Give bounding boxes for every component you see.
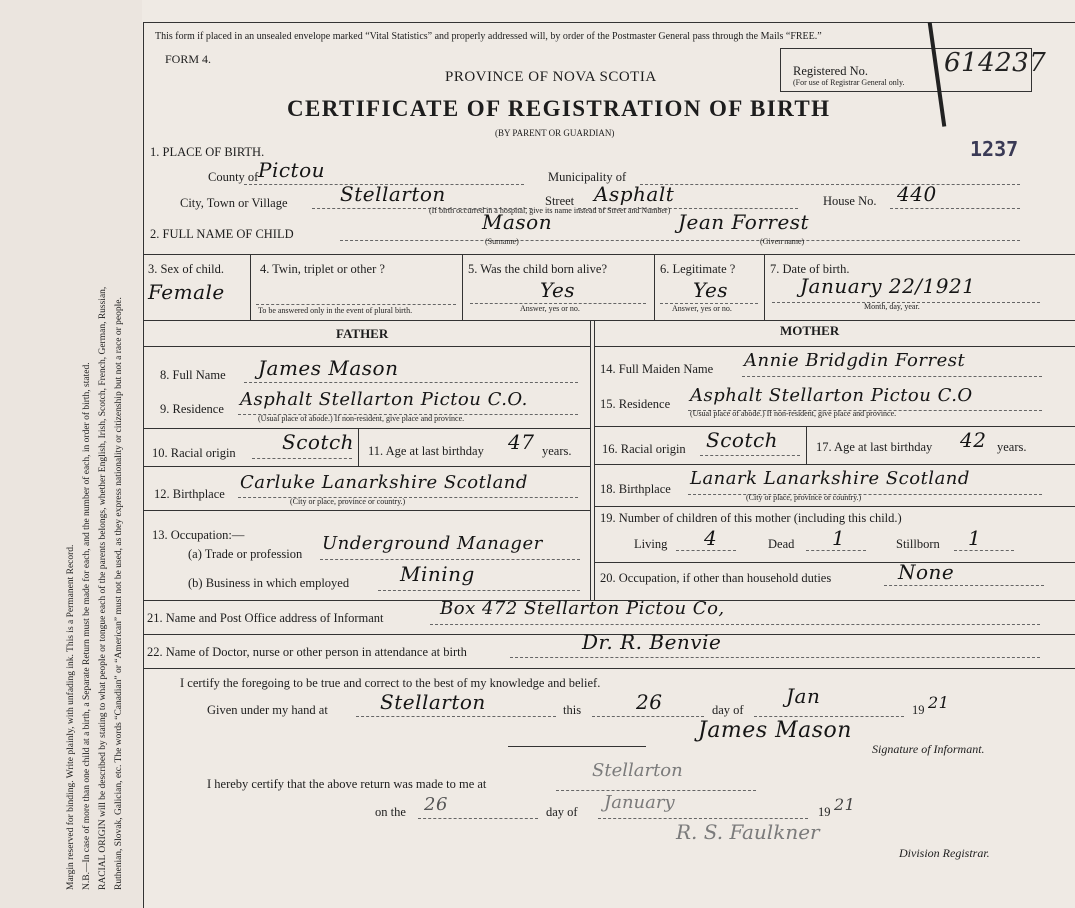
mother-bp-line bbox=[688, 494, 1042, 495]
father-res-value: Asphalt Stellarton Pictou C.O. bbox=[240, 389, 528, 410]
mother-race-line bbox=[700, 455, 800, 456]
child-name-line bbox=[340, 240, 1020, 241]
mother-name-value: Annie Bridgdin Forrest bbox=[744, 350, 966, 371]
mother-race-div bbox=[806, 426, 807, 464]
mother-dead-value: 1 bbox=[832, 526, 846, 550]
margin-note-4: Ruthenian, Slovak, Galician, etc. The words “Canadian” or “American” must not be used, as they express nationality or citizenship but not a race or people. bbox=[114, 297, 124, 890]
informant-line bbox=[430, 624, 1040, 625]
legit-label: 6. Legitimate ? bbox=[660, 262, 736, 276]
father-age-years: years. bbox=[542, 444, 572, 458]
mother-occ-value: None bbox=[898, 560, 955, 584]
registrar-month: January bbox=[604, 792, 675, 813]
informant-signature-label: Signature of Informant. bbox=[872, 742, 985, 756]
father-bp-line bbox=[238, 497, 578, 498]
father-res-rule bbox=[143, 428, 590, 429]
registrar-month-line bbox=[598, 818, 808, 819]
row3-div-4 bbox=[764, 254, 765, 320]
father-bp-note: (City or place, province or country.) bbox=[290, 497, 406, 506]
certify-year-prefix: 19 bbox=[912, 703, 925, 717]
doctor-line bbox=[510, 657, 1040, 658]
mother-heading: MOTHER bbox=[780, 323, 840, 338]
mother-bp-label: 18. Birthplace bbox=[600, 482, 671, 496]
father-name-label: 8. Full Name bbox=[160, 368, 226, 382]
mother-res-value: Asphalt Stellarton Pictou C.O bbox=[690, 385, 973, 406]
certify-this-label: this bbox=[563, 703, 582, 717]
twin-line bbox=[256, 304, 456, 305]
municipality-label: Municipality of bbox=[548, 170, 627, 184]
postal-notice: This form if placed in an unsealed envelope marked “Vital Statistics” and properly addressed will, by order of the Postmaster General pass through the Mails “FREE.” bbox=[155, 31, 822, 42]
certify-day: 26 bbox=[636, 690, 663, 714]
mother-living-line bbox=[676, 550, 736, 551]
doctor-label: 22. Name of Doctor, nurse or other person in attendance at birth bbox=[147, 645, 467, 659]
certify-month: Jan bbox=[786, 684, 821, 708]
informant-value: Box 472 Stellarton Pictou Co, bbox=[440, 598, 725, 619]
father-biz-line bbox=[378, 590, 580, 591]
registrar-day-line bbox=[418, 818, 538, 819]
mother-name-line bbox=[742, 376, 1042, 377]
father-race-rule bbox=[143, 466, 590, 467]
alive-value: Yes bbox=[540, 278, 576, 302]
sex-label: 3. Sex of child. bbox=[148, 262, 225, 276]
father-race-line bbox=[252, 458, 352, 459]
mother-age-years: years. bbox=[997, 440, 1027, 454]
father-race-value: Scotch bbox=[282, 430, 355, 454]
mother-race-value: Scotch bbox=[706, 428, 779, 452]
mother-children-rule bbox=[594, 562, 1075, 563]
registrar-signature: R. S. Faulkner bbox=[676, 820, 820, 844]
parents-divider-2 bbox=[594, 320, 595, 600]
father-name-value: James Mason bbox=[258, 356, 399, 380]
house-line bbox=[890, 208, 1020, 209]
top-rule bbox=[143, 22, 1075, 23]
margin-note-3: RACIAL ORIGIN will be described by stating to what people or tongue each of the parents belongs, whether English, Irish, Scotch, French, German, Russian, bbox=[98, 286, 108, 890]
row3-div-1 bbox=[250, 254, 251, 320]
mother-age-label: 17. Age at last birthday bbox=[816, 440, 933, 454]
row3-bottom bbox=[143, 320, 1075, 321]
father-occ-label: 13. Occupation:— bbox=[152, 528, 245, 542]
mother-dead-label: Dead bbox=[768, 537, 795, 551]
surname-note: (Surname) bbox=[485, 237, 519, 246]
father-biz-label: (b) Business in which employed bbox=[188, 576, 350, 590]
mother-still-line bbox=[954, 550, 1014, 551]
house-label: House No. bbox=[823, 194, 877, 208]
child-given-name: Jean Forrest bbox=[678, 210, 810, 234]
father-bp-value: Carluke Lanarkshire Scotland bbox=[240, 472, 528, 493]
mother-res-label: 15. Residence bbox=[600, 397, 671, 411]
mother-heading-rule bbox=[594, 346, 1075, 347]
informant-label: 21. Name and Post Office address of Informant bbox=[147, 611, 384, 625]
certify-place-line bbox=[356, 716, 556, 717]
registrar-text: I hereby certify that the above return was made to me at bbox=[207, 777, 487, 791]
row3-top bbox=[143, 254, 1075, 255]
dob-note: Month, day, year. bbox=[864, 302, 920, 311]
mother-living-label: Living bbox=[634, 537, 668, 551]
margin-note-1: Margin reserved for binding. Write plainly, with unfading ink. This is a Permanent Record. bbox=[66, 544, 76, 890]
father-res-label: 9. Residence bbox=[160, 402, 224, 416]
father-race-div bbox=[358, 428, 359, 466]
father-name-line bbox=[244, 382, 578, 383]
father-age-value: 47 bbox=[508, 430, 535, 454]
certify-blank-line bbox=[508, 746, 646, 747]
margin-note-2: N.B.—In case of more than one child at a birth, a Separate Return must be made for each, and the number of each, in order of birth, stated. bbox=[82, 362, 92, 890]
registered-label: Registered No. bbox=[793, 64, 868, 78]
dob-value: January 22/1921 bbox=[800, 274, 976, 298]
mother-dead-line bbox=[806, 550, 866, 551]
certify-text: I certify the foregoing to be true and correct to the best of my knowledge and belief. bbox=[180, 676, 601, 690]
registrar-year-prefix: 19 bbox=[818, 805, 831, 819]
dob-label: 7. Date of birth. bbox=[770, 262, 850, 276]
registrar-day: 26 bbox=[424, 794, 448, 815]
mother-race-rule bbox=[594, 464, 1075, 465]
mother-occ-label: 20. Occupation, if other than household duties bbox=[600, 571, 832, 585]
form-title: CERTIFICATE OF REGISTRATION OF BIRTH bbox=[287, 96, 831, 121]
father-bp-label: 12. Birthplace bbox=[154, 487, 225, 501]
given-note: (Given name) bbox=[760, 237, 805, 246]
sex-value: Female bbox=[148, 280, 225, 304]
left-rule bbox=[143, 22, 144, 908]
stamp-number: 1237 bbox=[970, 137, 1019, 161]
registrar-year: 21 bbox=[834, 795, 856, 814]
mother-occ-line bbox=[884, 585, 1044, 586]
mother-still-value: 1 bbox=[968, 526, 982, 550]
registrar-place: Stellarton bbox=[592, 760, 683, 781]
house-value: 440 bbox=[897, 182, 937, 206]
mother-still-label: Stillborn bbox=[896, 537, 940, 551]
father-trade-line bbox=[320, 559, 580, 560]
mother-bp-note: (City or place, province or country.) bbox=[746, 493, 862, 502]
father-biz-value: Mining bbox=[400, 562, 475, 586]
father-bp-rule bbox=[143, 510, 590, 511]
county-value: Pictou bbox=[258, 158, 326, 182]
certify-day-line bbox=[592, 716, 704, 717]
row3-div-3 bbox=[654, 254, 655, 320]
mother-living-value: 4 bbox=[704, 526, 718, 550]
child-name-label: 2. FULL NAME OF CHILD bbox=[150, 227, 294, 241]
street-value: Asphalt bbox=[594, 182, 675, 206]
form-subtitle: (BY PARENT OR GUARDIAN) bbox=[495, 128, 615, 138]
informant-signature: James Mason bbox=[698, 718, 852, 743]
registrar-on-label: on the bbox=[375, 805, 406, 819]
alive-label: 5. Was the child born alive? bbox=[468, 262, 608, 276]
child-surname: Mason bbox=[482, 210, 553, 234]
registered-number: 614237 bbox=[944, 48, 1047, 78]
father-trade-label: (a) Trade or profession bbox=[188, 547, 303, 561]
doctor-value: Dr. R. Benvie bbox=[582, 630, 722, 654]
registered-note: (For use of Registrar General only. bbox=[793, 78, 905, 87]
registrar-place-line bbox=[556, 790, 756, 791]
twin-note: To be answered only in the event of plural birth. bbox=[258, 306, 413, 315]
form-number: FORM 4. bbox=[165, 52, 212, 66]
certify-month-line bbox=[754, 716, 904, 717]
city-value: Stellarton bbox=[340, 182, 446, 206]
parents-divider bbox=[590, 320, 591, 600]
mother-res-rule bbox=[594, 426, 1075, 427]
hospital-note: (If birth occurred in a hospital, give its name instead of Street and Number) bbox=[429, 206, 671, 215]
certify-year: 21 bbox=[928, 693, 950, 712]
registrar-dayof-label: day of bbox=[546, 805, 578, 819]
mother-race-label: 16. Racial origin bbox=[602, 442, 686, 456]
city-label: City, Town or Village bbox=[180, 196, 288, 210]
father-race-label: 10. Racial origin bbox=[152, 446, 236, 460]
street-label: Street bbox=[545, 194, 575, 208]
mother-name-label: 14. Full Maiden Name bbox=[600, 362, 714, 376]
certify-place: Stellarton bbox=[380, 690, 486, 714]
father-heading-rule bbox=[143, 346, 590, 347]
mother-res-note: (Usual place of abode.) If non-resident, give place and province. bbox=[690, 409, 897, 418]
alive-note: Answer, yes or no. bbox=[520, 304, 580, 313]
mother-age-value: 42 bbox=[960, 428, 987, 452]
mother-bp-value: Lanark Lanarkshire Scotland bbox=[690, 468, 970, 489]
legit-note: Answer, yes or no. bbox=[672, 304, 732, 313]
registrar-label: Division Registrar. bbox=[899, 846, 990, 860]
county-label: County of bbox=[208, 170, 259, 184]
father-heading: FATHER bbox=[336, 326, 389, 341]
certify-dayof-label: day of bbox=[712, 703, 744, 717]
doctor-rule bbox=[143, 668, 1075, 669]
twin-label: 4. Twin, triplet or other ? bbox=[260, 262, 385, 276]
mother-children-label: 19. Number of children of this mother (including this child.) bbox=[600, 511, 902, 525]
mother-bp-rule bbox=[594, 506, 1075, 507]
father-res-note: (Usual place of abode.) If non-resident, give place and province. bbox=[258, 414, 465, 423]
municipality-line bbox=[640, 184, 1020, 185]
legit-value: Yes bbox=[693, 278, 729, 302]
row3-div-2 bbox=[462, 254, 463, 320]
father-trade-value: Underground Manager bbox=[322, 533, 543, 554]
father-age-label: 11. Age at last birthday bbox=[368, 444, 484, 458]
certify-given-label: Given under my hand at bbox=[207, 703, 328, 717]
province-heading: PROVINCE OF NOVA SCOTIA bbox=[445, 69, 657, 85]
place-heading: 1. PLACE OF BIRTH. bbox=[150, 145, 265, 159]
